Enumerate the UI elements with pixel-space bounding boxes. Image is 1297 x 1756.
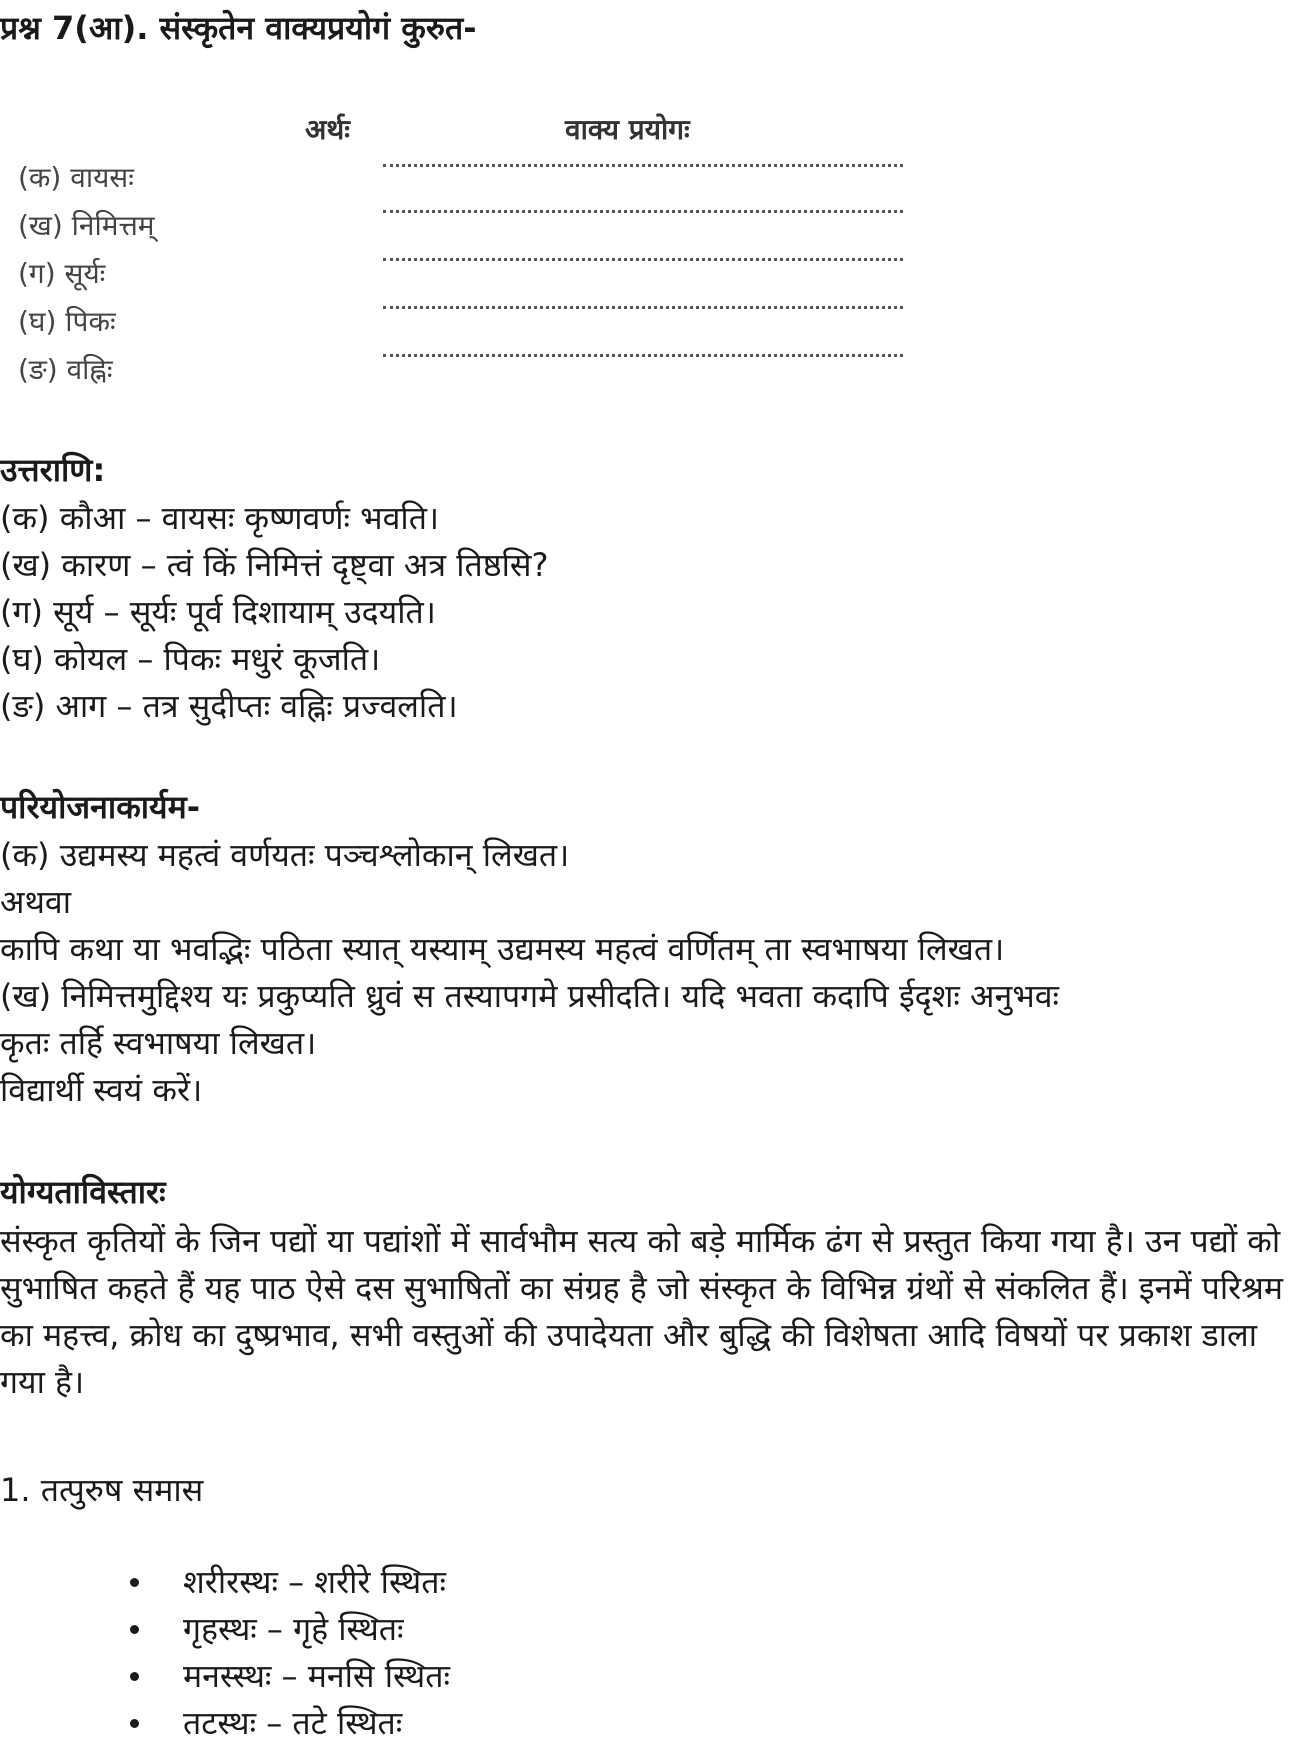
extension-paragraph: संस्कृत कृतियों के जिन पद्यों या पद्यांशों में सार्वभौम सत्य को बड़े मार्मिक ढंग से प्रस्तुत किया गया है। उन पद्यों को सुभाषित कहते हैं यह पाठ ऐसे दस सुभाषितों का संग्रह है जो संस्कृत के विभिन्न ग्रंथों से संकलित हैं। इनमें परिश्रम का महत्त्व, क्रोध का दुष्प्रभाव, सभी वस्तुओं की उपादेयता और बुद्धि की विशेषता आदि विषयों पर प्रकाश डाला गया है। <box>0 1222 1284 1401</box>
answer-dotted-line <box>383 306 903 309</box>
project-self-note: विद्यार्थी स्वयं करें। <box>0 1071 203 1109</box>
answer-line: (ग) सूर्य – सूर्यः पूर्व दिशायाम् उदयति। <box>0 593 436 631</box>
exercise-label: (ग) सूर्यः <box>18 257 106 290</box>
exercise-label: (ख) निमित्तम् <box>18 209 155 242</box>
extension-heading: योग्यताविस्तारः <box>0 1173 166 1211</box>
list-item <box>130 1701 450 1748</box>
column-header-sentence: वाक्य प्रयोगः <box>565 113 690 146</box>
answer-dotted-line <box>383 258 903 261</box>
column-header-meaning: अर्थः <box>305 113 350 146</box>
project-line-ka: (क) उद्यमस्य महत्वं वर्णयतः पञ्चश्लोकान् लिखत। <box>0 836 570 874</box>
samas-title: 1. तत्पुरुष समास <box>0 1471 204 1509</box>
list-item <box>130 1654 450 1701</box>
list-item <box>130 1607 450 1654</box>
question-title: प्रश्न 7(आ). संस्कृतेन वाक्यप्रयोगं कुरुत- <box>0 9 477 47</box>
bullet-icon <box>130 1719 139 1728</box>
answer-line: (क) कौआ – वायसः कृष्णवर्णः भवति। <box>0 499 440 537</box>
bullet-icon <box>130 1672 139 1681</box>
answer-line: (घ) कोयल – पिकः मधुरं कूजति। <box>0 640 381 678</box>
answer-dotted-line <box>383 210 903 213</box>
list-item-text: गृहस्थः – गृहे स्थितः <box>183 1610 404 1648</box>
bullet-icon <box>130 1625 139 1634</box>
answer-line: (ङ) आग – तत्र सुदीप्तः वह्निः प्रज्वलति। <box>0 687 458 725</box>
project-line-kha-2: कृतः तर्हि स्वभाषया लिखत। <box>0 1024 317 1062</box>
answers-heading: उत्तराणि: <box>0 451 106 489</box>
list-item <box>130 1560 450 1607</box>
list-item-text: मनस्स्थः – मनसि स्थितः <box>183 1657 450 1695</box>
answer-dotted-line <box>383 354 903 357</box>
project-heading: परियोजनाकार्यम- <box>0 788 201 826</box>
project-or: अथवा <box>0 883 71 921</box>
project-line-kha-1: (ख) निमित्तमुद्दिश्य यः प्रकुप्यति ध्रुवं स तस्यापगमे प्रसीदति। यदि भवता कदापि ईदृशः अनुभवः <box>0 977 1060 1015</box>
list-item-text: शरीरस्थः – शरीरे स्थितः <box>183 1563 446 1601</box>
project-line-katha: कापि कथा या भवद्भिः पठिता स्यात् यस्याम् उद्यमस्य महत्वं वर्णितम् ता स्वभाषया लिखत। <box>0 930 1005 968</box>
samas-list <box>130 1560 450 1748</box>
exercise-label: (घ) पिकः <box>18 305 116 338</box>
answer-dotted-line <box>383 164 903 167</box>
answer-line: (ख) कारण – त्वं किं निमित्तं दृष्ट्वा अत्र तिष्ठसि? <box>0 546 549 584</box>
exercise-label: (क) वायसः <box>18 161 134 194</box>
bullet-icon <box>130 1578 139 1587</box>
list-item-text: तटस्थः – तटे स्थितः <box>183 1704 403 1742</box>
exercise-label: (ङ) वह्निः <box>18 353 113 386</box>
